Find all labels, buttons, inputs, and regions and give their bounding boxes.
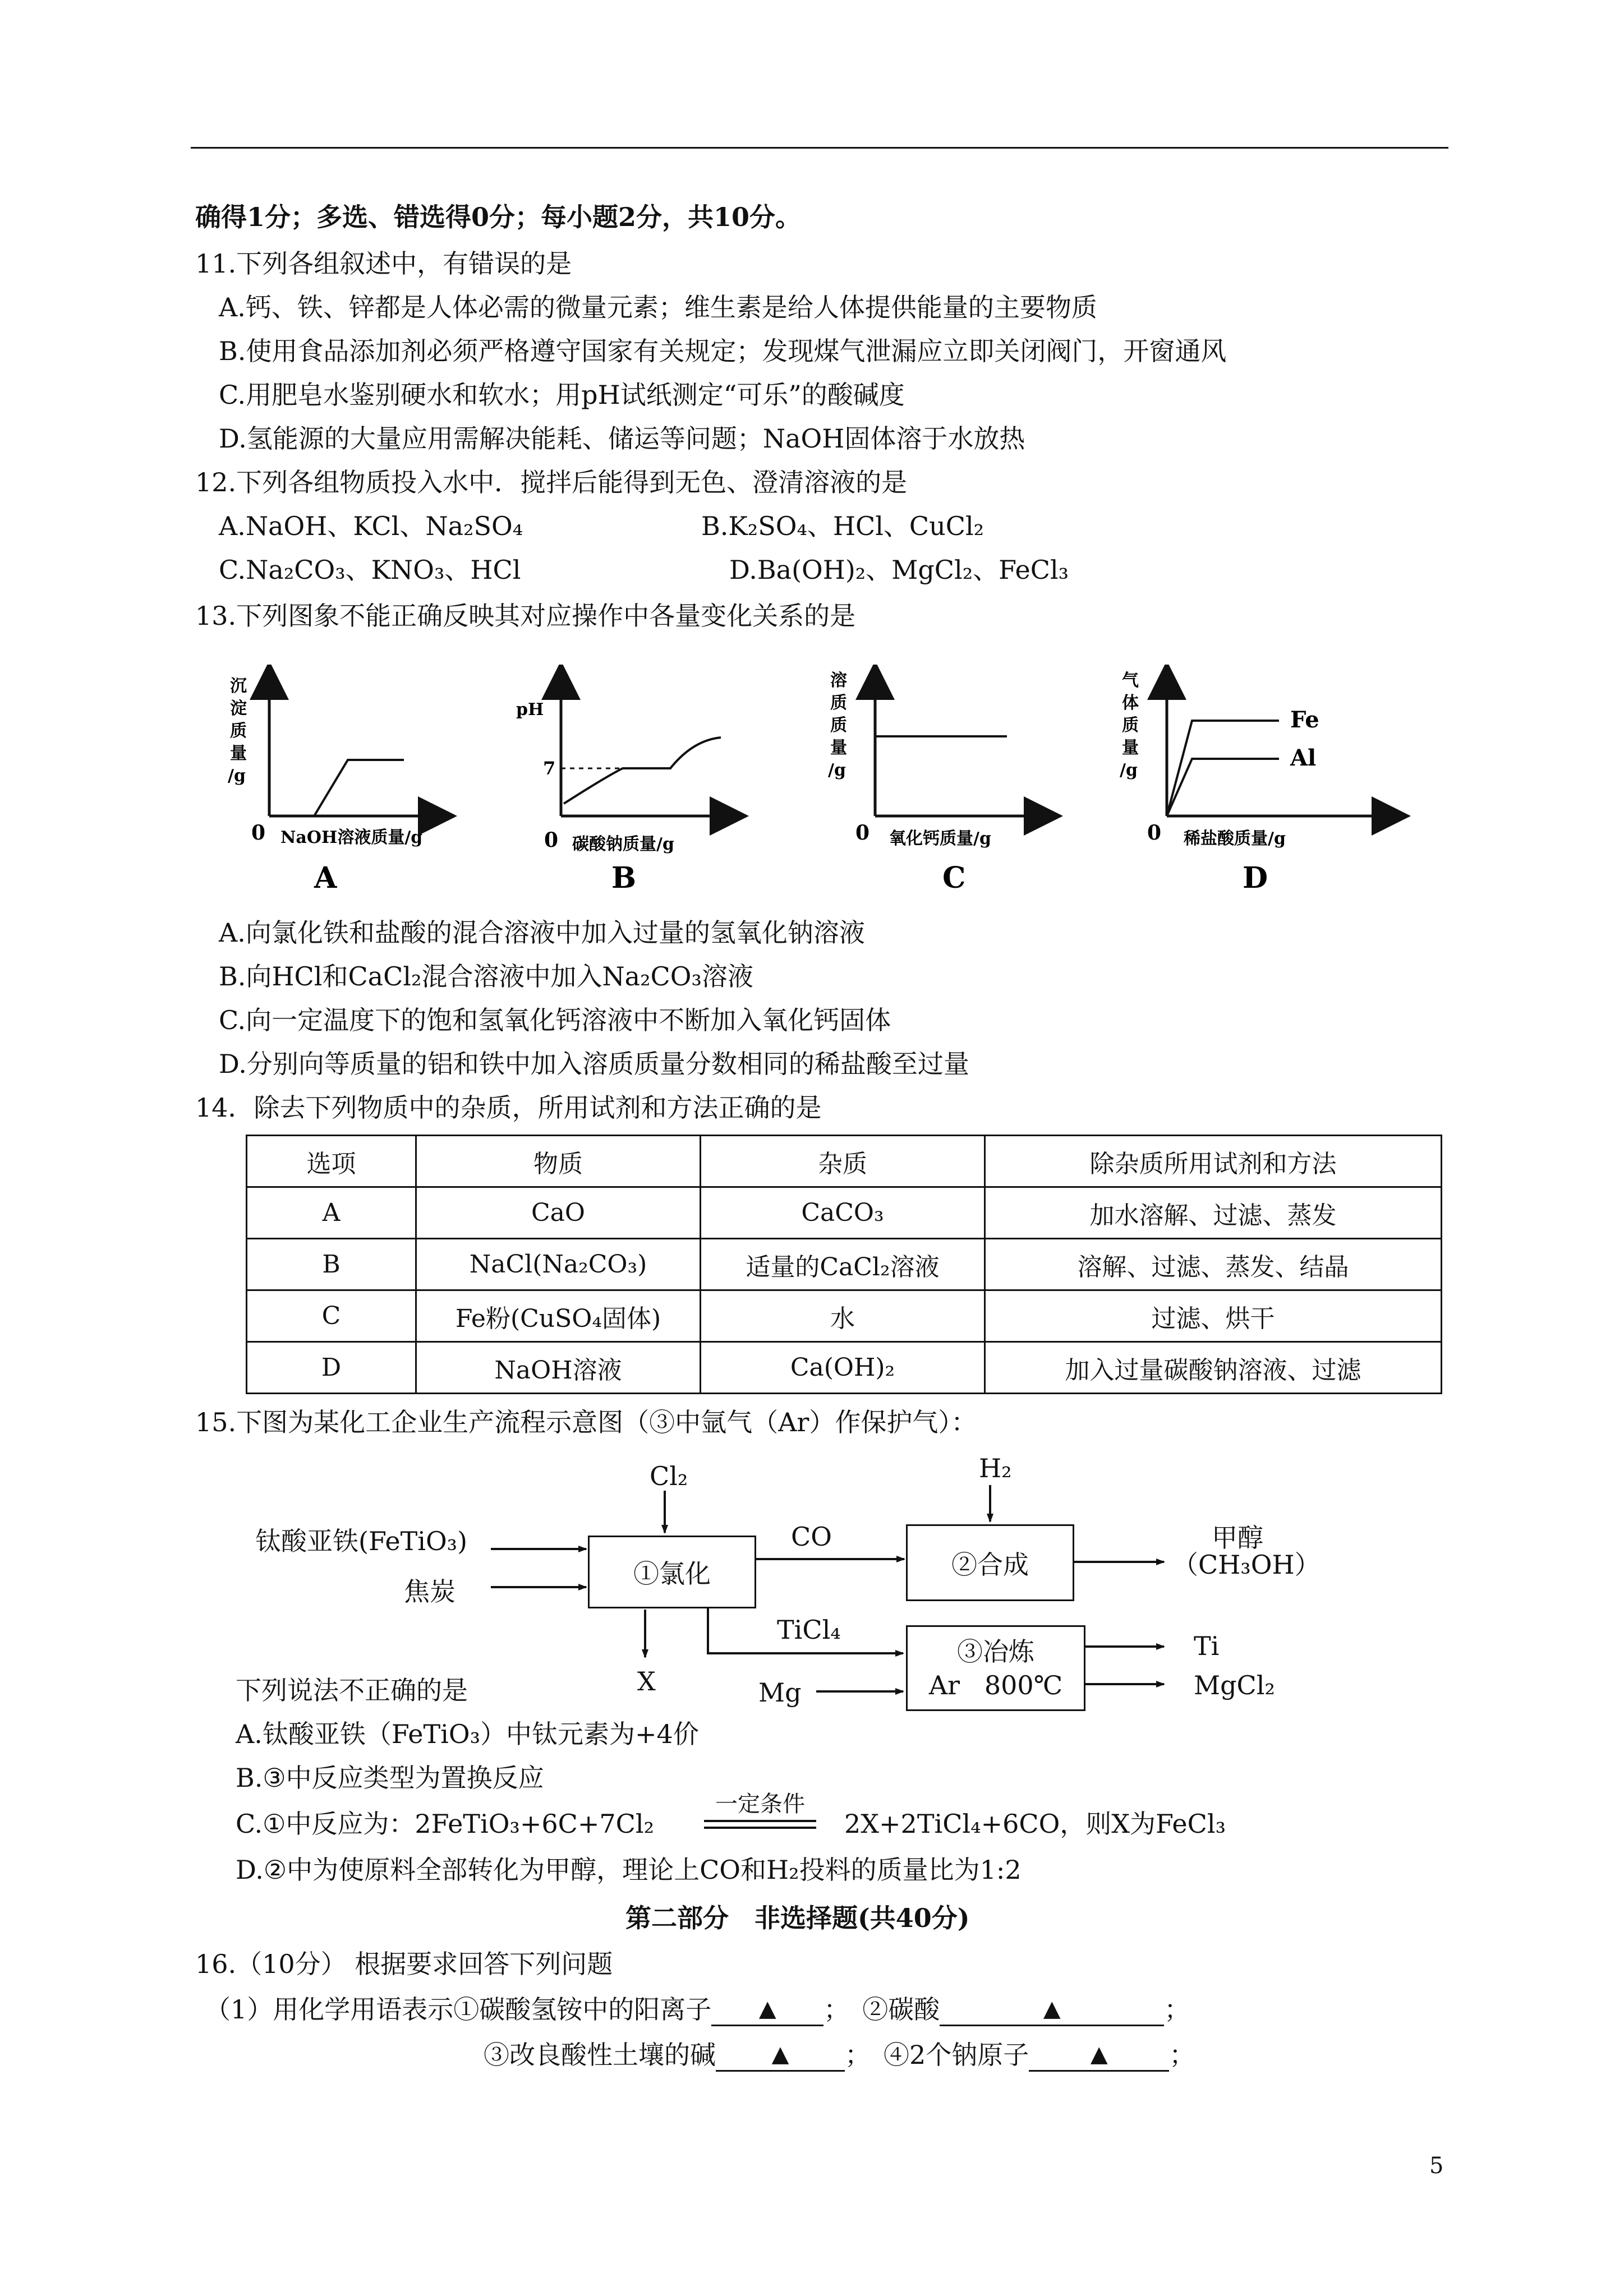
table-cell: B [247,1239,416,1290]
q15-option-b: B.③中反应类型为置换反应 [236,1763,544,1793]
q16-l1-c: ； [1164,1994,1190,2025]
flow-methanol-name: 甲醇 [1212,1523,1263,1553]
table-header-cell: 杂质 [701,1136,985,1187]
table-cell: 适量的CaCl₂溶液 [701,1239,985,1290]
table-cell: 水 [701,1290,985,1342]
answer-blank-2[interactable]: ▲ [940,1993,1164,2026]
q12-stem: 12.下列各组物质投入水中．搅拌后能得到无色、澄清溶液的是 [195,467,908,497]
table-cell: 加水溶解、过滤、蒸发 [985,1187,1442,1239]
graph-a-ylabel-5: /g [228,766,246,786]
graph-a-ylabel-1: 沉 [230,676,247,696]
q12-option-b: B.K₂SO₄、HCl、CuCl₂ [701,511,984,541]
q13-option-b: B.向HCl和CaCl₂混合溶液中加入Na₂CO₃溶液 [219,961,753,992]
table-cell: Ca(OH)₂ [701,1342,985,1394]
graph-c-ylabel-2: 质 [830,693,847,713]
table-cell: NaOH溶液 [416,1342,701,1394]
flow-co: CO [791,1522,832,1552]
graph-c-letter: C [942,861,966,895]
q16-l1-a: （1）用化学用语表示①碳酸氢铵中的阳离子 [205,1994,712,2025]
graph-c-ylabel-3: 质 [830,716,847,735]
graph-d-xlabel: 稀盐酸质量/g [1184,829,1286,849]
q14-stem: 14．除去下列物质中的杂质，所用试剂和方法正确的是 [195,1092,822,1123]
table-cell: Fe粉(CuSO₄固体) [416,1290,701,1342]
flow-mg: Mg [758,1677,802,1708]
q16-stem: 16.（10分） 根据要求回答下列问题 [195,1949,613,1979]
q15-option-c-pre: C.①中反应为：2FeTiO₃+6C+7Cl₂ [236,1809,655,1839]
q11-option-c: C.用肥皂水鉴别硬水和软水；用pH试纸测定“可乐”的酸碱度 [219,380,905,410]
graph-c-ylabel-1: 溶 [830,671,847,690]
instruction-line: 确得1分；多选、错选得0分；每小题2分，共10分。 [195,202,802,232]
q15-option-d: D.②中为使原料全部转化为甲醇，理论上CO和H₂投料的质量比为1:2 [236,1855,1022,1885]
table-cell: CaCO₃ [701,1187,985,1239]
q11-stem: 11.下列各组叙述中，有错误的是 [195,248,572,279]
q15-option-a: A.钛酸亚铁（FeTiO₃）中钛元素为+4价 [236,1719,699,1749]
flow-fetio3: 钛酸亚铁(FeTiO₃) [255,1526,468,1556]
graph-d-ylabel-5: /g [1120,760,1138,780]
graph-c-ylabel-4: 量 [830,738,847,758]
graph-a-ylabel-4: 量 [230,744,247,763]
graph-b-ylabel: pH [516,700,544,720]
answer-blank-1[interactable]: ▲ [711,1993,823,2026]
q16-line1 [205,1993,1190,2026]
flow-coke: 焦炭 [404,1576,456,1607]
flow-h2: H₂ [979,1453,1012,1483]
q11-option-b: B.使用食品添加剂必须严格遵守国家有关规定；发现煤气泄漏应立即关闭阀门，开窗通风 [219,336,1227,366]
q12-option-a: A.NaOH、KCl、Na₂SO₄ [219,511,523,541]
q13-stem: 13.下列图象不能正确反映其对应操作中各量变化关系的是 [195,601,856,631]
q16-line2 [484,2038,1195,2072]
q12-option-d: D.Ba(OH)₂、MgCl₂、FeCl₃ [729,555,1069,585]
q12-option-c: C.Na₂CO₃、KNO₃、HCl [219,555,521,585]
flow-box-synthesis: ②合成 [906,1524,1074,1601]
flow-cl2: Cl₂ [650,1461,688,1491]
flow-mgcl2: MgCl₂ [1194,1670,1275,1700]
graph-c-xlabel: 氧化钙质量/g [889,829,991,849]
table-cell: 过滤、烘干 [985,1290,1442,1342]
graph-c-origin: 0 [855,821,870,845]
q16-l2-b: ； ④2个钠原子 [845,2040,1029,2070]
q15-stem: 15.下图为某化工企业生产流程示意图（③中氩气（Ar）作保护气）： [195,1407,977,1437]
q16-l1-b: ； ②碳酸 [823,1994,940,2025]
graph-b-xlabel: 碳酸钠质量/g [572,835,674,854]
graph-b-tick: 7 [543,758,556,779]
q13-option-d: D.分别向等质量的铝和铁中加入溶质质量分数相同的稀盐酸至过量 [219,1049,969,1079]
table-cell: CaO [416,1187,701,1239]
flow-ticl4: TiCl₄ [777,1615,841,1645]
flow-box-chlorination: ①氯化 [588,1536,756,1608]
graph-d-series-al: Al [1290,745,1317,771]
q15-equal-sign [704,1820,816,1829]
graph-a-ylabel-3: 质 [230,721,247,741]
table-header-cell: 选项 [247,1136,416,1187]
graph-a-origin: 0 [251,821,266,845]
table-header-cell: 除杂质所用试剂和方法 [985,1136,1442,1187]
flow-box-smelting [906,1625,1085,1711]
flow-x: X [637,1666,656,1696]
page-number: 5 [1429,2153,1444,2179]
q16-l2-c: ； [1169,2040,1195,2070]
graph-d-ylabel-2: 体 [1122,693,1139,713]
table-cell: 溶解、过滤、蒸发、结晶 [985,1239,1442,1290]
graph-b-letter: B [611,861,636,895]
table-cell: C [247,1290,416,1342]
q16-l2-a: ③改良酸性土壤的碱 [484,2040,716,2070]
graph-a-ylabel-2: 淀 [230,699,247,718]
q15-option-c-post: 2X+2TiCl₄+6CO，则X为FeCl₃ [844,1809,1226,1839]
q15-condition-text: 一定条件 [715,1791,805,1817]
flow-ti: Ti [1194,1631,1220,1661]
flow-methanol-formula: （CH₃OH） [1172,1550,1321,1580]
q15-sub: 下列说法不正确的是 [236,1675,468,1705]
graph-d-ylabel-4: 量 [1122,738,1139,758]
graph-a-xlabel: NaOH溶液质量/g [280,828,423,847]
part2-title: 第二部分 非选择题(共40分) [625,1903,970,1933]
flow-box-smelting-title: ③冶炼 [957,1636,1034,1667]
graph-b-origin: 0 [544,828,559,852]
table-cell: D [247,1342,416,1394]
graph-d-series-fe: Fe [1290,707,1319,733]
answer-blank-4[interactable]: ▲ [1029,2039,1169,2072]
graph-a-letter: A [314,861,337,895]
graph-d-ylabel-3: 质 [1122,716,1139,735]
graph-d-letter: D [1243,861,1268,895]
table-cell: NaCl(Na₂CO₃) [416,1239,701,1290]
graph-d-origin: 0 [1147,821,1162,845]
q11-option-d: D.氢能源的大量应用需解决能耗、储运等问题；NaOH固体溶于水放热 [219,423,1025,454]
table-cell: 加入过量碳酸钠溶液、过滤 [985,1342,1442,1394]
graph-c-ylabel-5: /g [828,760,846,780]
flow-box-smelting-cond: Ar 800℃ [928,1670,1063,1700]
q13-option-a: A.向氯化铁和盐酸的混合溶液中加入过量的氢氧化钠溶液 [219,918,865,948]
answer-blank-3[interactable]: ▲ [716,2039,845,2072]
q13-option-c: C.向一定温度下的饱和氢氧化钙溶液中不断加入氧化钙固体 [219,1005,891,1035]
q11-option-a: A.钙、铁、锌都是人体必需的微量元素；维生素是给人体提供能量的主要物质 [219,292,1097,322]
table-cell: A [247,1187,416,1239]
q15-reaction-condition [704,1792,816,1829]
graph-d-ylabel-1: 气 [1122,671,1139,690]
table-header-cell: 物质 [416,1136,701,1187]
